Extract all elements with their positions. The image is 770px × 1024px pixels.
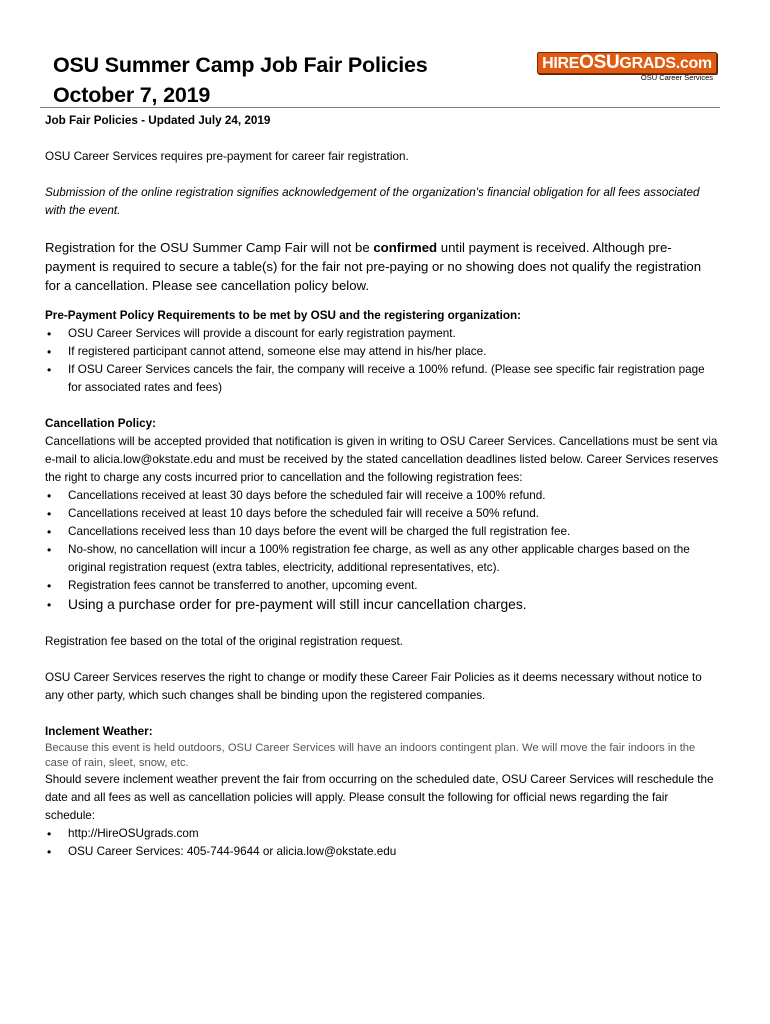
modify-policy-text: OSU Career Services reserves the right to change or modify these Career Fair Policies as it deems necessary without notice to any other party, which such changes shall be binding upon the registered companies. (45, 671, 702, 702)
cancellation-list (45, 487, 720, 615)
title-line-2: October 7, 2019 (53, 83, 211, 107)
prepay-list (45, 325, 720, 397)
weather-severe-text: Should severe inclement weather prevent the fair from occurring on the scheduled date, OSU Career Services will reschedule the date and all fees as well as cancellation policies will apply. Please consult the following for official news regarding the fair schedule: (45, 773, 714, 822)
weather-heading: Inclement Weather: (45, 725, 153, 738)
registration-paragraph: Registration for the OSU Summer Camp Fair will not be confirmed until payment is received. Although pre-payment is required to secure a table(s) for the fair not pre-paying or no showing does not qualify the registration for a cancellation. Please see cancellation policy below. (45, 240, 702, 293)
website-link[interactable]: • http://HireOSUgrads.com (45, 825, 720, 843)
fee-basis-text: Registration fee based on the total of the original registration request. (45, 635, 403, 648)
weather-contacts-list (45, 825, 720, 861)
weather-outdoors-text: Because this event is held outdoors, OSU Career Services will have an indoors contingent plan. We will move the fair indoors in the case of rain, sleet, snow, etc. (45, 742, 696, 769)
cancellation-heading: Cancellation Policy: (45, 417, 157, 430)
list-item: • Registration fees cannot be transferred to another, upcoming event. (45, 577, 720, 595)
list-item: • Cancellations received at least 30 days before the scheduled fair will receive a 100% refund. (45, 487, 720, 505)
hireosugrads-logo (537, 52, 717, 84)
logo-wordmark: HIREOSUGRADS.com (537, 52, 717, 74)
cancellation-intro: Cancellations will be accepted provided that notification is given in writing to OSU Career Services. Cancellations must be sent via e-mail to alicia.low@okstate.edu and must be received by the stated cancellation deadlines listed below. Career Services reserves the right to charge any costs incurred prior to cancellation and the following registration fees: (45, 435, 719, 484)
header-divider (40, 107, 720, 108)
policy-body (45, 112, 720, 861)
list-item: • Using a purchase order for pre-payment will still incur cancellation charges. (45, 595, 720, 615)
confirmed-emphasis: confirmed (373, 240, 438, 255)
prepayment-required-text: OSU Career Services requires pre-payment for career fair registration. (45, 150, 409, 163)
list-item: • Cancellations received at least 10 days before the scheduled fair will receive a 50% refund. (45, 505, 720, 523)
list-item: • OSU Career Services will provide a discount for early registration payment. (45, 325, 720, 343)
title-line-1: OSU Summer Camp Job Fair Policies (53, 53, 428, 77)
page-title (53, 50, 428, 110)
updated-heading: Job Fair Policies - Updated July 24, 2019 (45, 114, 271, 127)
list-item: • If OSU Career Services cancels the fair, the company will receive a 100% refund. (Please see specific fair registration page for associated rates and fees) (45, 361, 720, 397)
submission-note: Submission of the online registration signifies acknowledgement of the organization's financial obligation for all fees associated with the event. (45, 186, 700, 217)
list-item: • If registered participant cannot attend, someone else may attend in his/her place. (45, 343, 720, 361)
logo-subtitle: OSU Career Services (640, 73, 713, 82)
list-item: • Cancellations received less than 10 days before the event will be charged the full registration fee. (45, 523, 720, 541)
contact-item: • OSU Career Services: 405-744-9644 or alicia.low@okstate.edu (45, 843, 720, 861)
list-item: • No-show, no cancellation will incur a 100% registration fee charge, as well as any other applicable charges based on the original registration request (extra tables, electricity, additional representatives, etc). (45, 541, 720, 577)
prepay-heading: Pre-Payment Policy Requirements to be met by OSU and the registering organization: (45, 309, 522, 322)
